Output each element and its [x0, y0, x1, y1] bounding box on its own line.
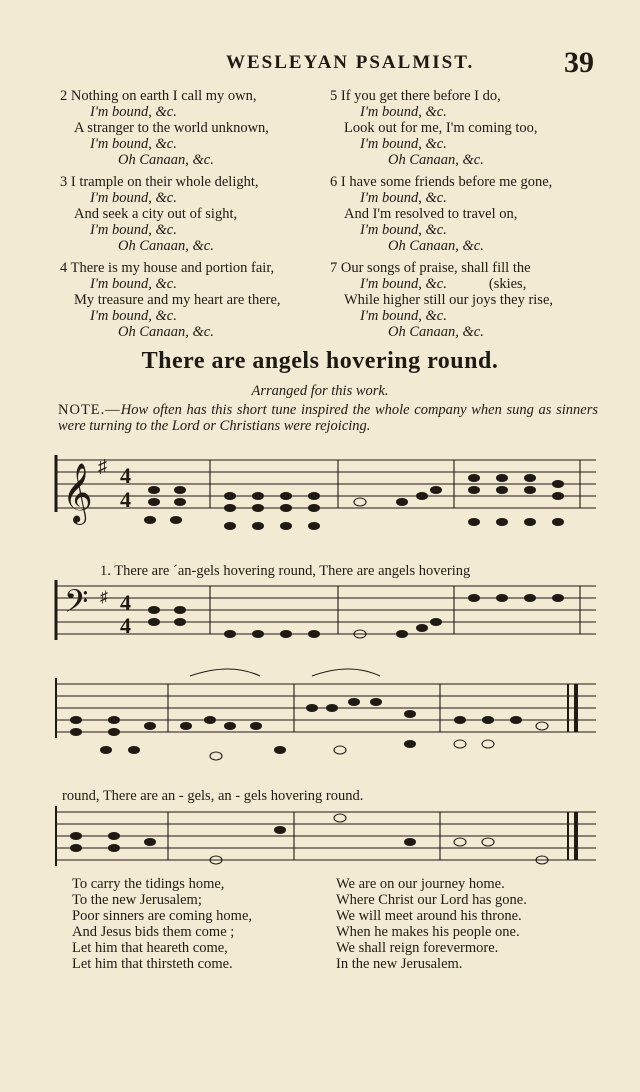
verse-6: [330, 174, 620, 254]
svg-text:4: 4: [120, 613, 131, 638]
svg-text:4: 4: [120, 590, 131, 615]
verse-line: I'm bound, &c.: [90, 190, 177, 206]
verse-line: Oh Canaan, &c.: [388, 238, 484, 254]
music-notation: [50, 450, 598, 870]
verse-line: And I'm resolved to travel on,: [344, 206, 518, 222]
note-text: How often has this short tune inspired the whole company when sung as sinners were turning to the Lord or Christians were rejoicing.: [58, 402, 598, 434]
verses-right-column: [330, 88, 620, 346]
arrangement-note: Arranged for this work.: [251, 383, 389, 399]
verse-line: I'm bound, &c.: [360, 308, 447, 324]
chorus-line: In the new Jerusalem.: [336, 956, 463, 972]
verse-line: 3 I trample on their whole delight,: [60, 174, 259, 190]
verse-line: 2 Nothing on earth I call my own,: [60, 88, 257, 104]
verse-line: [330, 276, 620, 292]
staff-treble-1: [56, 455, 596, 512]
notes-system1-treble: [144, 474, 564, 530]
lyric-line-2: round, There are an - gels, an - gels hovering round.: [62, 788, 364, 804]
verse-line: And seek a city out of sight,: [74, 206, 238, 222]
verse-line: I'm bound, &c.: [90, 104, 177, 120]
staff-bass-1: [56, 580, 596, 640]
verse-line: I'm bound, &c.: [90, 308, 177, 324]
chorus-line: And Jesus bids them come ;: [72, 924, 235, 940]
verse-line: 6 I have some friends before me gone,: [330, 174, 553, 190]
performance-note: [58, 402, 598, 434]
note-label: NOTE.—: [58, 402, 121, 418]
verses-left-column: [60, 88, 350, 346]
verse-line: Look out for me, I'm coming too,: [344, 120, 538, 136]
verse-line: My treasure and my heart are there,: [74, 292, 281, 308]
chorus-line: To the new Jerusalem;: [72, 892, 202, 908]
chorus-line: We shall reign forevermore.: [336, 940, 499, 956]
verse-overflow: (skies,: [488, 276, 527, 292]
verse-5: [330, 88, 620, 168]
notes-system2-treble: [70, 698, 548, 760]
chorus-right-column: [336, 876, 527, 972]
verse-line: 5 If you get there before I do,: [330, 88, 501, 104]
verse-line: Oh Canaan, &c.: [388, 152, 484, 168]
verse-line: Oh Canaan, &c.: [388, 324, 484, 340]
staff-bass-2: [56, 806, 596, 866]
chorus-line: Let him that heareth come,: [72, 940, 228, 956]
verse-line: A stranger to the world unknown,: [74, 120, 269, 136]
verse-4: [60, 260, 350, 340]
notes-system2-bass: [70, 814, 548, 864]
verse-line: I'm bound, &c.: [360, 136, 447, 152]
verse-3: [60, 174, 350, 254]
chorus-line: When he makes his people one.: [336, 924, 520, 940]
verse-line: I'm bound, &c.: [360, 222, 447, 238]
svg-text:♯: ♯: [100, 589, 108, 606]
verse-7: [330, 260, 620, 340]
verse-line: I'm bound, &c.: [90, 222, 177, 238]
svg-text:4: 4: [120, 487, 131, 512]
verse-line-text: I'm bound, &c.: [360, 276, 447, 292]
chorus-line: Where Christ our Lord has gone.: [336, 892, 527, 908]
chorus-line: Let him that thirsteth come.: [72, 956, 233, 972]
svg-text:𝄞: 𝄞: [62, 463, 93, 523]
verse-line: Oh Canaan, &c.: [118, 238, 214, 254]
verse-line: I'm bound, &c.: [360, 190, 447, 206]
verse-2: [60, 88, 350, 168]
verse-line: Oh Canaan, &c.: [118, 152, 214, 168]
lyric-line-1: 1. There are ˊan-gels hovering round, There are angels hovering: [100, 563, 471, 579]
chorus-line: We will meet around his throne.: [336, 908, 522, 924]
page-header: [0, 46, 640, 90]
chorus-line: We are on our journey home.: [336, 876, 505, 892]
verse-line: I'm bound, &c.: [90, 136, 177, 152]
svg-text:4: 4: [120, 463, 131, 488]
svg-text:♯: ♯: [98, 456, 107, 476]
chorus-line: To carry the tidings home,: [72, 876, 225, 892]
chorus-left-column: [72, 876, 252, 972]
verse-line: I'm bound, &c.: [90, 276, 177, 292]
verse-line: 7 Our songs of praise, shall fill the: [330, 260, 531, 276]
chorus-line: Poor sinners are coming home,: [72, 908, 253, 924]
verse-line: While higher still our joys they rise,: [344, 292, 554, 308]
page-number: 39: [564, 46, 594, 79]
verse-line: 4 There is my house and portion fair,: [60, 260, 275, 276]
verse-line: I'm bound, &c.: [360, 104, 447, 120]
verse-line: Oh Canaan, &c.: [118, 324, 214, 340]
song-title: There are angels hovering round.: [141, 348, 499, 374]
svg-text:𝄢: 𝄢: [64, 583, 89, 627]
running-title: WESLEYAN PSALMIST.: [226, 52, 475, 73]
